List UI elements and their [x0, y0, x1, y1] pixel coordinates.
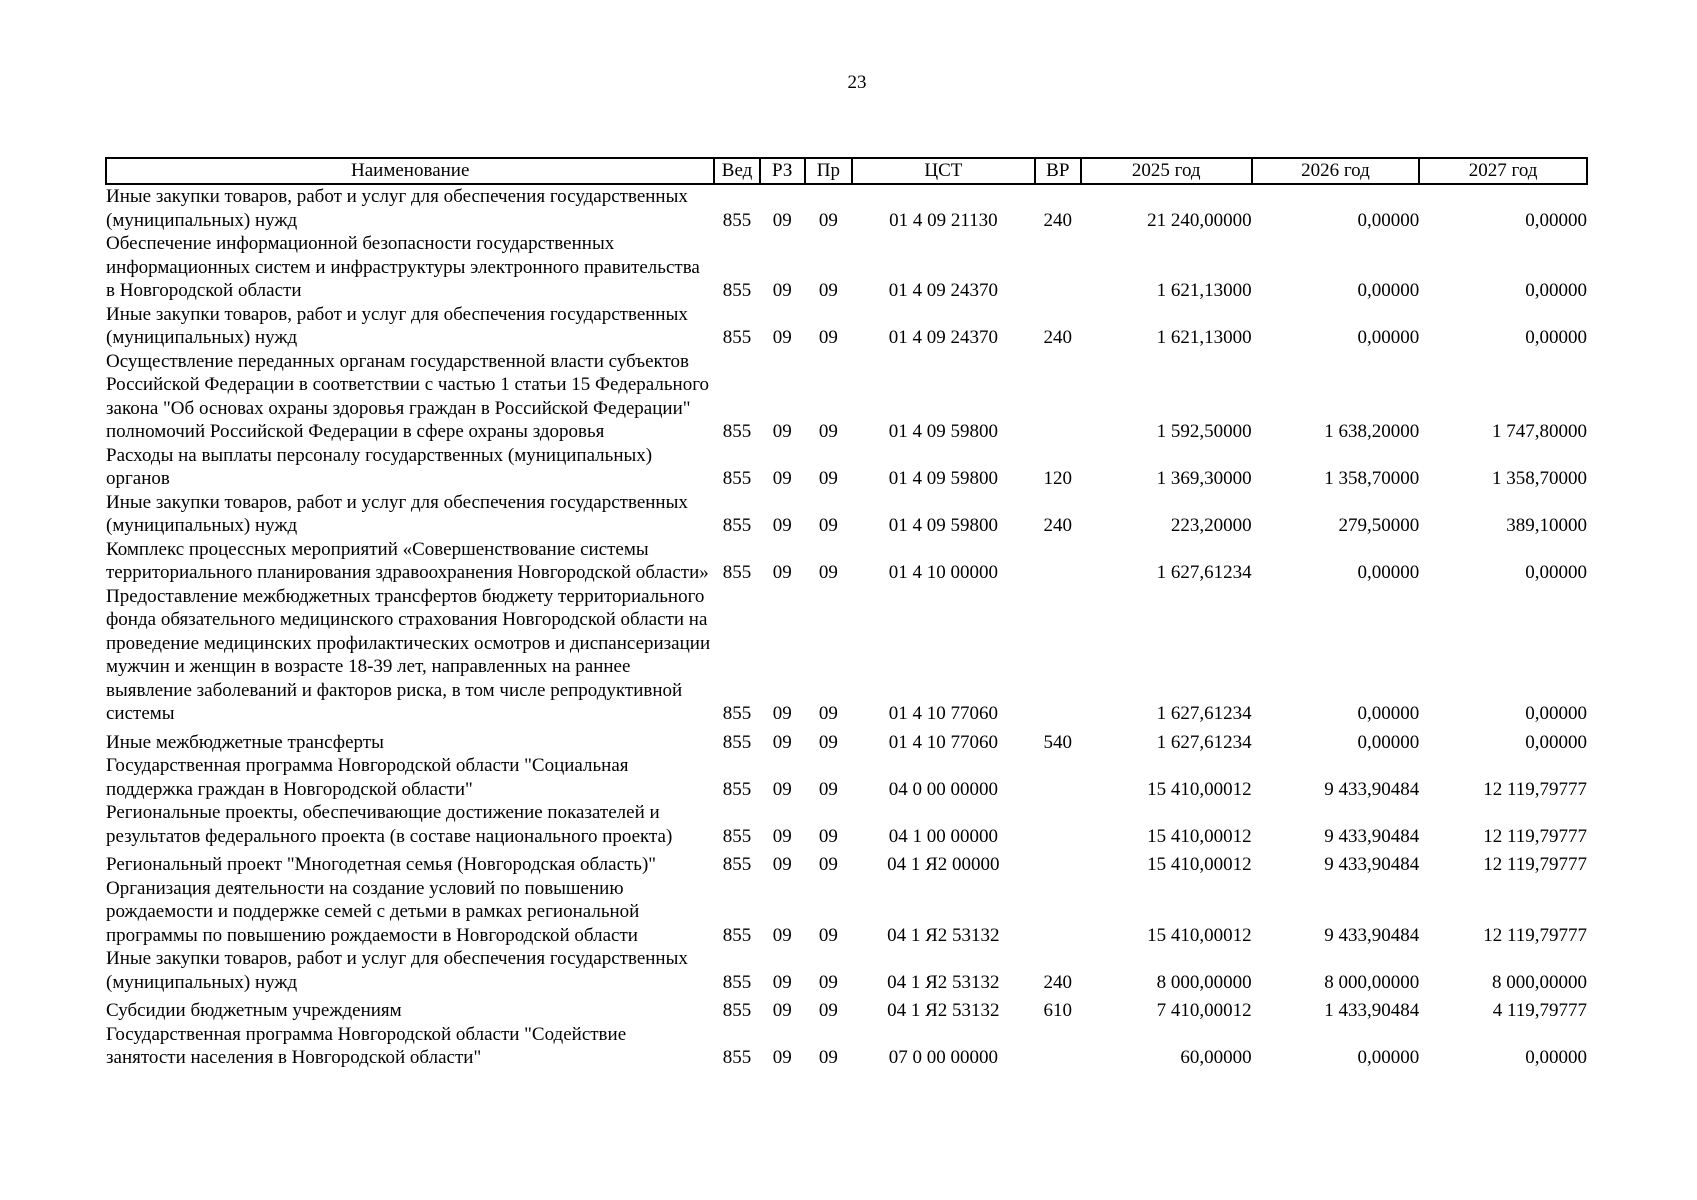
cell-ved: 855	[722, 468, 752, 489]
cell-vr: 610	[1043, 1000, 1073, 1021]
cell-rz: 09	[772, 209, 792, 231]
cell-ved: 855	[722, 1047, 752, 1068]
cell-cst: 04 1 Я2 53132	[887, 971, 1000, 993]
cell-vr: 240	[1043, 971, 1073, 993]
cell-rz: 09	[772, 280, 792, 301]
cell-2025: 223,20000	[1170, 515, 1252, 536]
cell-ved: 855	[722, 209, 752, 231]
cell-ved: 855	[722, 280, 752, 301]
cell-name: Обеспечение информационной безопасности государственных информационных систем и инфраструктуры электронного правительства в Новгородской области	[106, 233, 700, 301]
table-row	[106, 303, 1587, 350]
cell-rz: 09	[772, 825, 792, 847]
header-pr: Пр	[805, 158, 852, 184]
table-row	[106, 184, 1587, 232]
cell-2027: 0,00000	[1525, 562, 1587, 583]
cell-2026: 0,00000	[1357, 731, 1420, 753]
cell-name: Государственная программа Новгородской области "Содействие занятости населения в Новгородской области"	[106, 1023, 627, 1068]
cell-pr: 09	[818, 924, 838, 946]
cell-ved: 855	[722, 421, 752, 442]
cell-2025: 15 410,00012	[1147, 778, 1252, 800]
table-row	[106, 538, 1587, 585]
cell-cst: 07 0 00 00000	[888, 1047, 998, 1068]
cell-2027: 12 119,79777	[1483, 854, 1587, 875]
cell-name: Иные закупки товаров, работ и услуг для обеспечения государственных (муниципальных) нужд	[106, 303, 688, 348]
cell-2025: 21 240,00000	[1147, 209, 1252, 231]
cell-2025: 1 627,61234	[1156, 703, 1252, 724]
budget-table	[105, 157, 1588, 1070]
cell-2027: 4 119,79777	[1492, 1000, 1587, 1021]
cell-2025: 15 410,00012	[1147, 924, 1252, 946]
table-row	[106, 232, 1587, 303]
table-row	[106, 994, 1587, 1023]
table-body	[106, 184, 1587, 1070]
cell-2027: 0,00000	[1525, 209, 1587, 231]
cell-2026: 0,00000	[1357, 209, 1420, 231]
cell-vr	[1035, 877, 1081, 948]
cell-pr: 09	[818, 327, 838, 348]
cell-2025: 1 369,30000	[1156, 468, 1252, 489]
cell-vr	[1035, 538, 1081, 585]
cell-pr: 09	[818, 515, 838, 536]
cell-rz: 09	[772, 468, 792, 489]
cell-2026: 1 638,20000	[1324, 421, 1420, 442]
cell-2027: 0,00000	[1525, 731, 1587, 753]
cell-rz: 09	[772, 1000, 792, 1021]
cell-ved: 855	[722, 924, 752, 946]
cell-name: Субсидии бюджетным учреждениям	[106, 1000, 402, 1021]
table-row	[106, 848, 1587, 877]
page-number: 23	[847, 72, 867, 93]
cell-pr: 09	[818, 1000, 838, 1021]
cell-2025: 1 627,61234	[1156, 562, 1252, 583]
header-ved: Вед	[714, 158, 759, 184]
cell-2026: 279,50000	[1338, 515, 1420, 536]
cell-vr: 240	[1043, 515, 1073, 536]
cell-vr	[1035, 801, 1081, 848]
cell-pr: 09	[818, 731, 838, 753]
cell-pr: 09	[818, 209, 838, 231]
table-header-row	[106, 158, 1587, 184]
cell-vr	[1035, 350, 1081, 444]
budget-table-container	[105, 157, 1588, 1070]
cell-vr	[1035, 585, 1081, 726]
cell-cst: 01 4 09 59800	[888, 468, 998, 489]
cell-2027: 12 119,79777	[1483, 778, 1587, 800]
cell-cst: 04 1 Я2 00000	[887, 854, 1000, 875]
cell-2025: 7 410,00012	[1156, 1000, 1252, 1021]
cell-name: Комплекс процессных мероприятий «Совершенствование системы территориального планирования здравоохранения Новгородской области»	[106, 538, 709, 583]
cell-rz: 09	[772, 924, 792, 946]
cell-vr: 120	[1043, 468, 1073, 489]
header-2027: 2027 год	[1419, 158, 1587, 184]
cell-rz: 09	[772, 703, 792, 724]
cell-2027: 0,00000	[1525, 703, 1587, 724]
cell-pr: 09	[818, 854, 838, 875]
cell-pr: 09	[818, 703, 838, 724]
header-2026: 2026 год	[1252, 158, 1420, 184]
cell-pr: 09	[818, 825, 838, 847]
cell-2025: 1 621,13000	[1156, 280, 1252, 301]
cell-name: Иные межбюджетные трансферты	[106, 731, 384, 753]
cell-ved: 855	[722, 778, 752, 800]
cell-2025: 1 592,50000	[1156, 421, 1252, 442]
cell-name: Организация деятельности на создание условий по повышению рождаемости и поддержке семей с детьми в рамках региональной программы по повышению рождаемости в Новгородской области	[106, 877, 640, 946]
cell-ved: 855	[722, 703, 752, 724]
table-row	[106, 947, 1587, 994]
cell-ved: 855	[722, 327, 752, 348]
cell-name: Предоставление межбюджетных трансфертов бюджету территориального фонда обязательного медицинского страхования Новгородской области на проведение медицинских профилактических осмотров и диспансеризации мужчин и женщин в возрасте 18-39 лет, направленных на раннее выявление заболеваний и факторов риска, в том числе репродуктивной системы	[106, 585, 711, 724]
cell-cst: 01 4 09 24370	[888, 280, 998, 301]
cell-2025: 8 000,00000	[1156, 971, 1252, 993]
cell-2027: 8 000,00000	[1492, 971, 1587, 993]
cell-rz: 09	[772, 731, 792, 753]
cell-vr	[1035, 1023, 1081, 1070]
table-row	[106, 350, 1587, 444]
cell-vr	[1035, 754, 1081, 801]
cell-2025: 15 410,00012	[1147, 854, 1252, 875]
cell-name: Осуществление переданных органам государственной власти субъектов Российской Федерации в соответствии с частью 1 статьи 15 Федерального закона "Об основах охраны здоровья граждан в Российской Федерации" полномочий Российской Федерации в сфере охраны здоровья	[106, 350, 710, 442]
cell-ved: 855	[722, 731, 752, 753]
cell-2026: 0,00000	[1357, 703, 1420, 724]
cell-2026: 0,00000	[1357, 280, 1420, 301]
cell-pr: 09	[818, 1047, 838, 1068]
cell-vr: 540	[1043, 731, 1073, 753]
cell-pr: 09	[818, 971, 838, 993]
cell-cst: 01 4 09 59800	[888, 421, 998, 442]
cell-cst: 04 0 00 00000	[888, 778, 998, 800]
cell-ved: 855	[722, 854, 752, 875]
cell-ved: 855	[722, 515, 752, 536]
cell-2026: 9 433,90484	[1324, 854, 1420, 875]
cell-2027: 1 358,70000	[1492, 468, 1587, 489]
table-row	[106, 754, 1587, 801]
cell-2025: 15 410,00012	[1147, 825, 1252, 847]
table-row	[106, 801, 1587, 848]
cell-2026: 9 433,90484	[1324, 825, 1420, 847]
cell-ved: 855	[722, 562, 752, 583]
table-row	[106, 491, 1587, 538]
cell-cst: 01 4 09 21130	[889, 209, 998, 231]
cell-2026: 8 000,00000	[1324, 971, 1420, 993]
cell-rz: 09	[772, 562, 792, 583]
table-row	[106, 1023, 1587, 1070]
cell-ved: 855	[722, 1000, 752, 1021]
cell-2026: 1 358,70000	[1324, 468, 1420, 489]
cell-rz: 09	[772, 854, 792, 875]
cell-pr: 09	[818, 280, 838, 301]
header-cst: ЦСТ	[852, 158, 1035, 184]
cell-pr: 09	[818, 562, 838, 583]
cell-cst: 04 1 00 00000	[888, 825, 998, 847]
cell-2025: 1 621,13000	[1156, 327, 1252, 348]
cell-2027: 12 119,79777	[1483, 825, 1587, 847]
cell-name: Региональный проект "Многодетная семья (Новгородская область)"	[106, 854, 657, 875]
cell-pr: 09	[818, 421, 838, 442]
cell-rz: 09	[772, 515, 792, 536]
cell-2026: 0,00000	[1357, 327, 1420, 348]
cell-cst: 04 1 Я2 53132	[887, 1000, 1000, 1021]
cell-cst: 01 4 09 59800	[888, 515, 998, 536]
cell-2027: 0,00000	[1525, 1047, 1587, 1068]
cell-rz: 09	[772, 778, 792, 800]
header-2025: 2025 год	[1081, 158, 1252, 184]
cell-2026: 9 433,90484	[1324, 924, 1420, 946]
header-vr: ВР	[1035, 158, 1081, 184]
cell-cst: 01 4 09 24370	[888, 327, 998, 348]
cell-ved: 855	[722, 971, 752, 993]
cell-vr	[1035, 848, 1081, 877]
cell-2026: 1 433,90484	[1324, 1000, 1420, 1021]
cell-2026: 0,00000	[1357, 562, 1420, 583]
cell-name: Расходы на выплаты персоналу государственных (муниципальных) органов	[106, 444, 653, 489]
cell-rz: 09	[772, 327, 792, 348]
cell-cst: 04 1 Я2 53132	[887, 924, 1000, 946]
header-rz: РЗ	[760, 158, 805, 184]
cell-vr: 240	[1043, 327, 1073, 348]
table-row	[106, 726, 1587, 755]
cell-name: Государственная программа Новгородской области "Социальная поддержка граждан в Новгородской области"	[106, 755, 629, 800]
cell-2027: 389,10000	[1506, 515, 1587, 536]
cell-name: Региональные проекты, обеспечивающие достижение показателей и результатов федерального проекта (в составе национального проекта)	[106, 802, 673, 847]
header-name: Наименование	[106, 158, 714, 184]
cell-2027: 1 747,80000	[1492, 421, 1587, 442]
cell-name: Иные закупки товаров, работ и услуг для обеспечения государственных (муниципальных) нужд	[106, 186, 688, 231]
cell-name: Иные закупки товаров, работ и услуг для обеспечения государственных (муниципальных) нужд	[106, 948, 688, 993]
cell-name: Иные закупки товаров, работ и услуг для обеспечения государственных (муниципальных) нужд	[106, 491, 688, 536]
cell-rz: 09	[772, 421, 792, 442]
cell-vr: 240	[1043, 209, 1073, 231]
cell-cst: 01 4 10 77060	[888, 703, 998, 724]
cell-2027: 12 119,79777	[1483, 924, 1587, 946]
cell-2026: 0,00000	[1357, 1047, 1420, 1068]
cell-pr: 09	[818, 778, 838, 800]
cell-cst: 01 4 10 00000	[888, 562, 998, 583]
cell-cst: 01 4 10 77060	[888, 731, 998, 753]
table-row	[106, 877, 1587, 948]
cell-rz: 09	[772, 971, 792, 993]
cell-2027: 0,00000	[1525, 327, 1587, 348]
table-row	[106, 585, 1587, 726]
cell-rz: 09	[772, 1047, 792, 1068]
cell-2026: 9 433,90484	[1324, 778, 1420, 800]
cell-ved: 855	[722, 825, 752, 847]
cell-2027: 0,00000	[1525, 280, 1587, 301]
table-row	[106, 444, 1587, 491]
cell-pr: 09	[818, 468, 838, 489]
cell-2025: 1 627,61234	[1156, 731, 1252, 753]
cell-2025: 60,00000	[1180, 1047, 1252, 1068]
cell-vr	[1035, 232, 1081, 303]
